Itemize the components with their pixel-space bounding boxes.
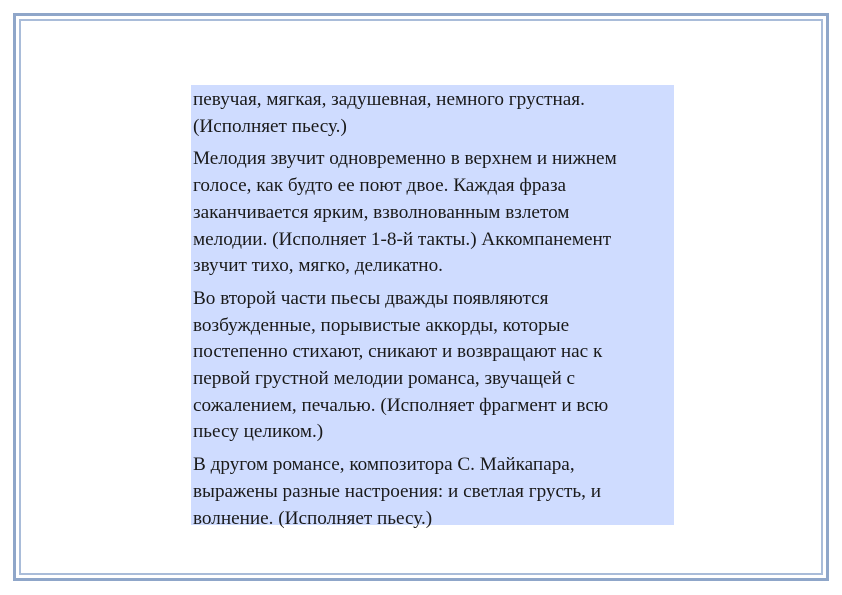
paragraph-1: певучая, мягкая, задушевная, немного грустная. (Исполняет пьесу.) bbox=[193, 89, 585, 137]
paragraph-3: Во второй части пьесы дважды появляются возбужденные, порывистые аккорды, которые постепенно стихают, сникают и возвращают нас к первой грустной мелодии романса, звучащей с сожалением, печалью. (Исполняет фрагмент и всю пьесу целиком.) bbox=[193, 287, 609, 443]
text-box bbox=[191, 85, 674, 529]
paragraph-4: В другом романсе, композитора С. Майкапара, выражены разные настроения: и светлая грусть, и волнение. (Исполняет пьесу.) bbox=[193, 454, 602, 529]
paragraph-2: Мелодия звучит одновременно в верхнем и нижнем голосе, как будто ее поют двое. Каждая фраза заканчивается ярким, взволнованным взлетом мелодии. (Исполняет 1-8-й такты.) Аккомпанемент звучит тихо, мягко, деликатно. bbox=[193, 148, 617, 277]
